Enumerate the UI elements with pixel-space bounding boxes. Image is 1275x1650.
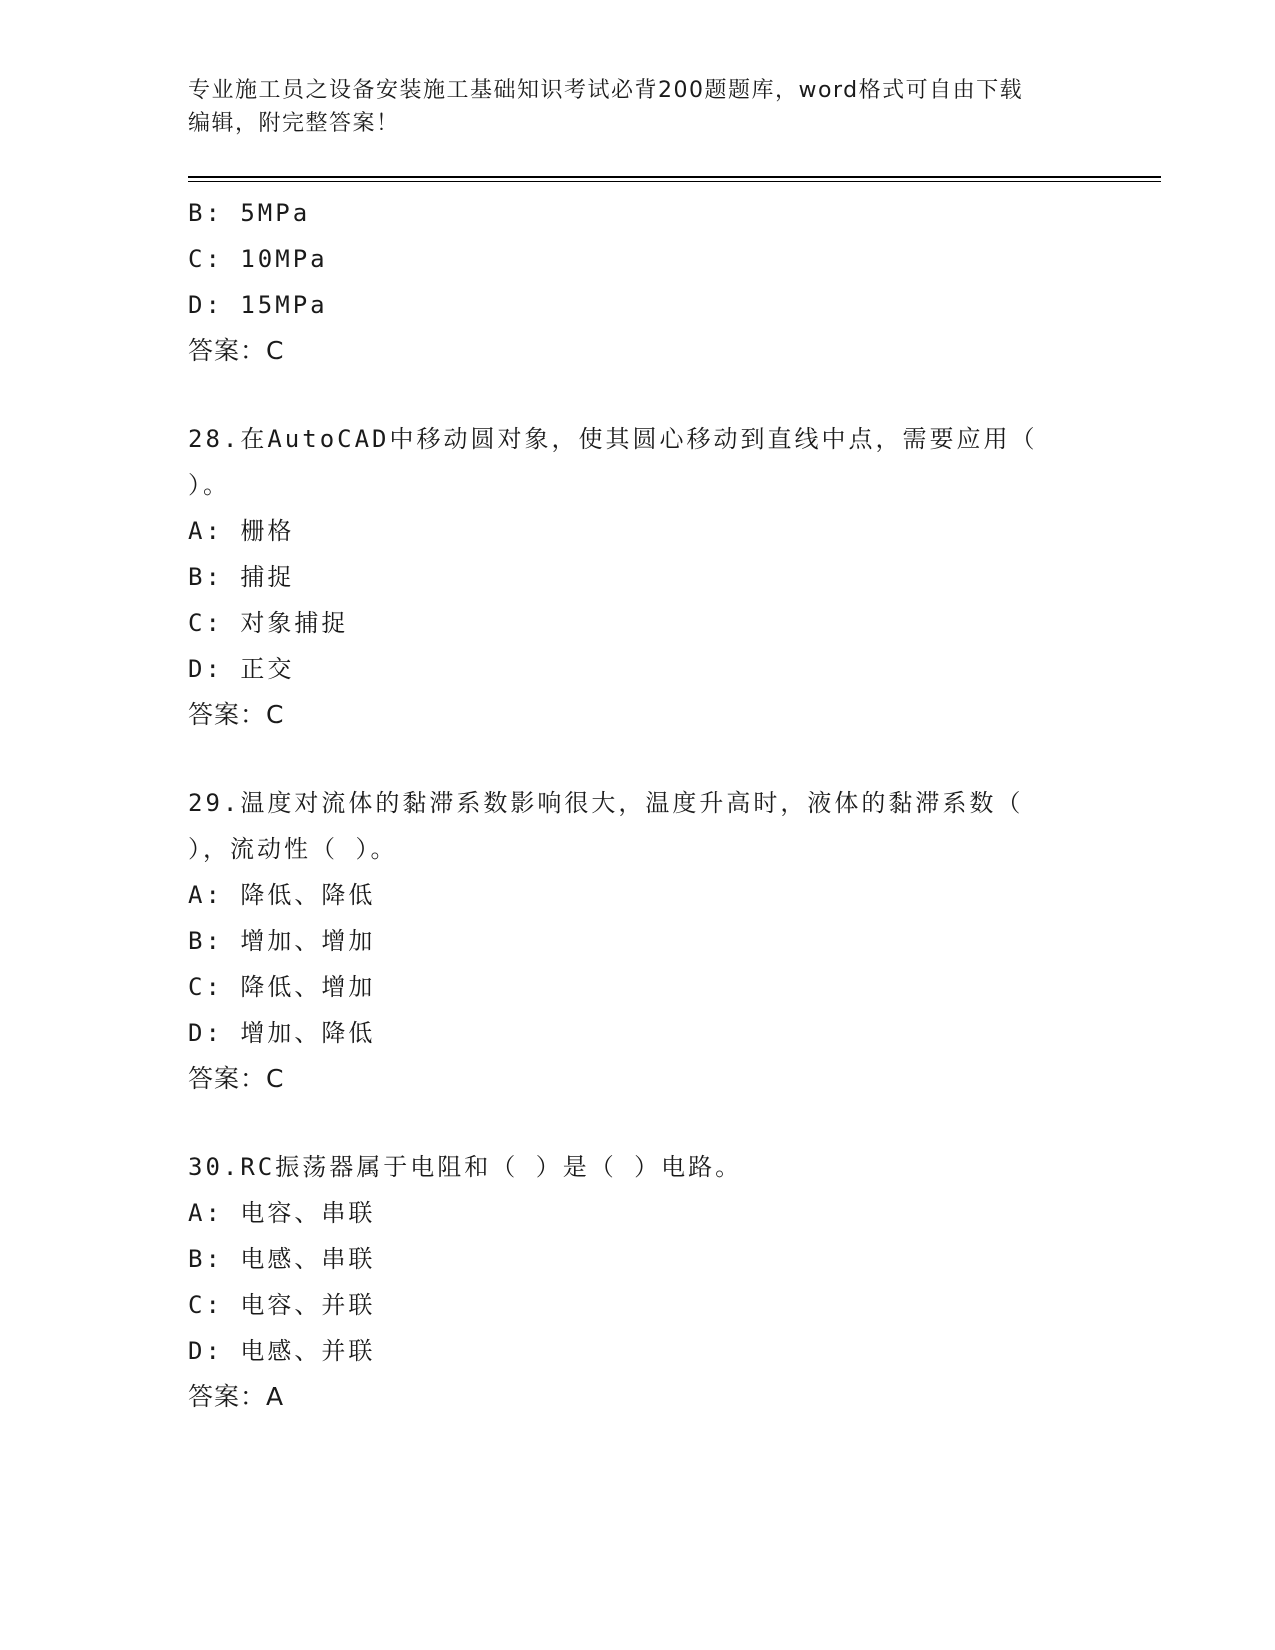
- option-d: D: 增加、降低: [188, 1019, 376, 1047]
- question-stem-line-1: 28.在AutoCAD中移动圆对象，使其圆心移动到直线中点，需要应用（: [188, 425, 1038, 453]
- document-header: [188, 74, 1088, 140]
- option-b: B: 5MPa: [188, 199, 311, 227]
- option-a: A: 降低、降低: [188, 881, 376, 909]
- header-line-2: 编辑，附完整答案！: [188, 111, 400, 136]
- header-line-1: 专业施工员之设备安装施工基础知识考试必背200题题库，word格式可自由下载: [188, 78, 1024, 103]
- option-a: A: 栅格: [188, 517, 295, 545]
- question-stem-line-2: ）。: [188, 471, 230, 499]
- option-c: C: 降低、增加: [188, 973, 376, 1001]
- option-a: A: 电容、串联: [188, 1199, 376, 1227]
- spacer: [188, 374, 1088, 416]
- option-c: C: 10MPa: [188, 245, 328, 273]
- answer-line: 答案：C: [188, 1064, 285, 1093]
- question-block-28: [188, 416, 1088, 738]
- spacer: [188, 738, 1088, 780]
- header-divider-thick: [188, 176, 1161, 178]
- option-b: B: 捕捉: [188, 563, 295, 591]
- option-b: B: 电感、串联: [188, 1245, 376, 1273]
- question-stem-line-1: 29.温度对流体的黏滞系数影响很大，温度升高时，液体的黏滞系数（: [188, 789, 1024, 817]
- question-block-29: [188, 780, 1088, 1102]
- question-block-27: [188, 190, 1088, 374]
- question-stem-line-1: 30.RC振荡器属于电阻和（ ）是（ ）电路。: [188, 1153, 743, 1181]
- answer-line: 答案：A: [188, 1382, 285, 1411]
- question-list: [188, 190, 1088, 1420]
- answer-line: 答案：C: [188, 700, 285, 729]
- option-b: B: 增加、增加: [188, 927, 376, 955]
- option-c: C: 电容、并联: [188, 1291, 376, 1319]
- option-d: D: 15MPa: [188, 291, 328, 319]
- spacer: [188, 1102, 1088, 1144]
- answer-line: 答案：C: [188, 336, 285, 365]
- option-d: D: 正交: [188, 655, 295, 683]
- option-d: D: 电感、并联: [188, 1337, 376, 1365]
- header-divider-thin: [188, 181, 1161, 182]
- question-stem-line-2: ），流动性（ ）。: [188, 835, 398, 863]
- option-c: C: 对象捕捉: [188, 609, 349, 637]
- question-block-30: [188, 1144, 1088, 1420]
